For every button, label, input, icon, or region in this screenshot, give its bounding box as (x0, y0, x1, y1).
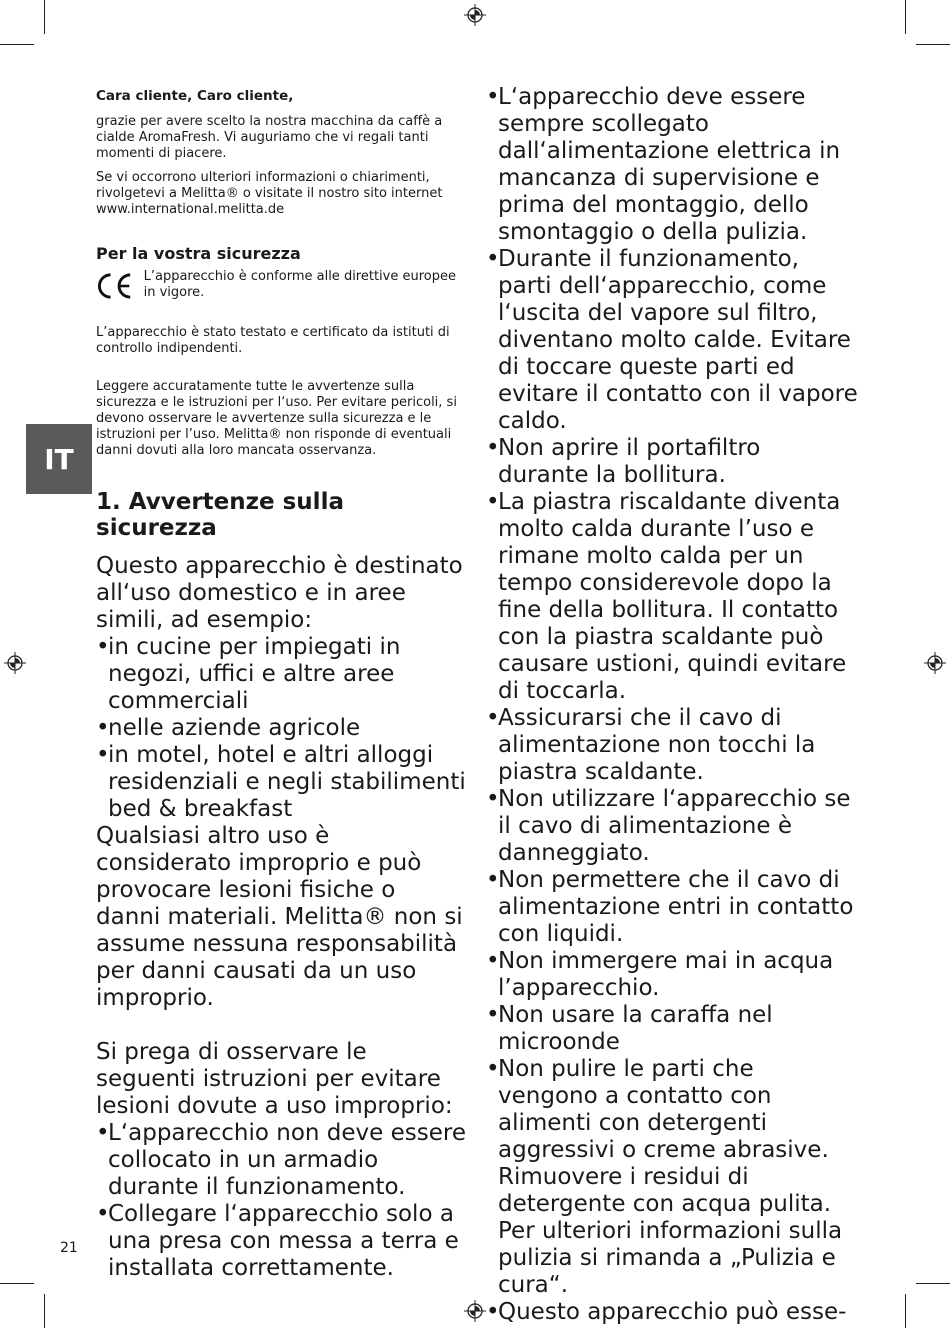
list-item: • L‘apparecchio deve essere sempre scollegato dall‘alimentazione elettrica in mancanza di supervisione e prima del montaggio, dello smontaggio o della pulizia. (486, 84, 841, 245)
intended-use: Questo apparecchio è destinato all‘uso domestico e in aree simili, ad esempio: (96, 553, 463, 633)
crop-mark (0, 44, 34, 45)
section-title: 1. Avvertenze sulla sicurezza (96, 489, 344, 541)
list-item: • nelle aziende agricole (96, 715, 361, 741)
observe-paragraph: Si prega di osservare le seguenti istruzioni per evitare lesioni dovute a uso improprio: (96, 1039, 453, 1119)
crop-mark (905, 1294, 906, 1328)
registration-mark-icon (464, 4, 486, 26)
ce-mark-icon (96, 269, 134, 303)
list-item: • Assicurarsi che il cavo di alimentazione non tocchi la piastra scaldante. (486, 705, 816, 785)
list-item: • Non immergere mai in acqua l’apparecchio. (486, 948, 834, 1001)
list-item: • in cucine per impiegati in negozi, uffici e altre aree commerciali (96, 634, 401, 714)
ce-conformity (96, 269, 466, 303)
contact-paragraph: Se vi occorrono ulteriori informazioni o chiarimenti, rivolgetevi a Melitta® o visitate il nostro sito internet www.international.melitta.de (96, 170, 443, 217)
read-instructions-paragraph: Leggere accuratamente tutte le avvertenze sulla sicurezza e le istruzioni per l‘uso. Per evitare pericoli, si devono osservare le avvertenze sulla sicurezza e le istruzioni per l’uso. Melitta® non risponde di eventuali danni dovuti alla loro mancata osservanza. (96, 379, 457, 458)
intro-paragraph: grazie per avere scelto la nostra macchina da caffè a cialde AromaFresh. Vi auguriamo che vi regali tanti momenti di piacere. (96, 114, 443, 161)
crop-mark (905, 0, 906, 34)
registration-mark-icon (924, 652, 946, 674)
ce-text: L’apparecchio è conforme alle direttive europee in vigore. (143, 269, 456, 300)
crop-mark (916, 44, 950, 45)
list-item: • La piastra riscaldante diventa molto calda durante l’uso e rimane molto calda per un tempo considerevole dopo la fine della bollitura. Il contatto con la piastra scaldante può causare ustioni, quindi evitare di toccarla. (486, 489, 847, 704)
crop-mark (44, 0, 45, 34)
list-item: • Non pulire le parti che vengono a contatto con alimenti con detergenti aggressivi o creme abrasive. Rimuovere i residui di detergente con acqua pulita. Per ulteriori informazioni sulla pulizia si rimanda a „Pulizia e cura“. (486, 1056, 843, 1298)
list-item: • Non permettere che il cavo di alimentazione entri in contatto con liquidi. (486, 867, 854, 947)
crop-mark (0, 1283, 34, 1284)
left-column (96, 84, 466, 1282)
list-item: • Questo apparecchio può esse- (486, 1299, 847, 1325)
greeting: Cara cliente, Caro cliente, (96, 88, 294, 104)
other-use-paragraph: Qualsiasi altro uso è considerato improprio e può provocare lesioni fisiche o danni materiali. Melitta® non si assume nessuna responsabilità per danni causati da un uso improprio. (96, 823, 463, 1011)
language-tab: IT (26, 424, 92, 494)
page-number: 21 (60, 1240, 78, 1256)
safety-heading: Per la vostra sicurezza (96, 244, 301, 263)
list-item: • Non aprire il portafiltro durante la bollitura. (486, 435, 761, 488)
list-item: • Collegare l‘apparecchio solo a una presa con messa a terra e installata correttamente. (96, 1201, 459, 1281)
list-item: • Durante il funzionamento, parti dell‘apparecchio, come l‘uscita del vapore sul filtro, diventano molto calde. Evitare di toccare queste parti ed evitare il contatto con il vapore caldo. (486, 246, 858, 434)
section-body (96, 553, 466, 1282)
tested-paragraph: L’apparecchio è stato testato e certificato da istituti di controllo indipendenti. (96, 325, 450, 356)
list-item: • Non usare la caraffa nel microonde (486, 1002, 773, 1055)
registration-mark-icon (464, 1300, 486, 1322)
crop-mark (916, 1283, 950, 1284)
list-item: • Non utilizzare l‘apparecchio se il cavo di alimentazione è danneggiato. (486, 786, 851, 866)
registration-mark-icon (4, 652, 26, 674)
list-item: • in motel, hotel e altri alloggi residenziali e negli stabilimenti bed & breakfast (96, 742, 466, 822)
list-item: • L‘apparecchio non deve essere collocato in un armadio durante il funzionamento. (96, 1120, 466, 1200)
right-column (486, 84, 858, 1326)
crop-mark (44, 1294, 45, 1328)
